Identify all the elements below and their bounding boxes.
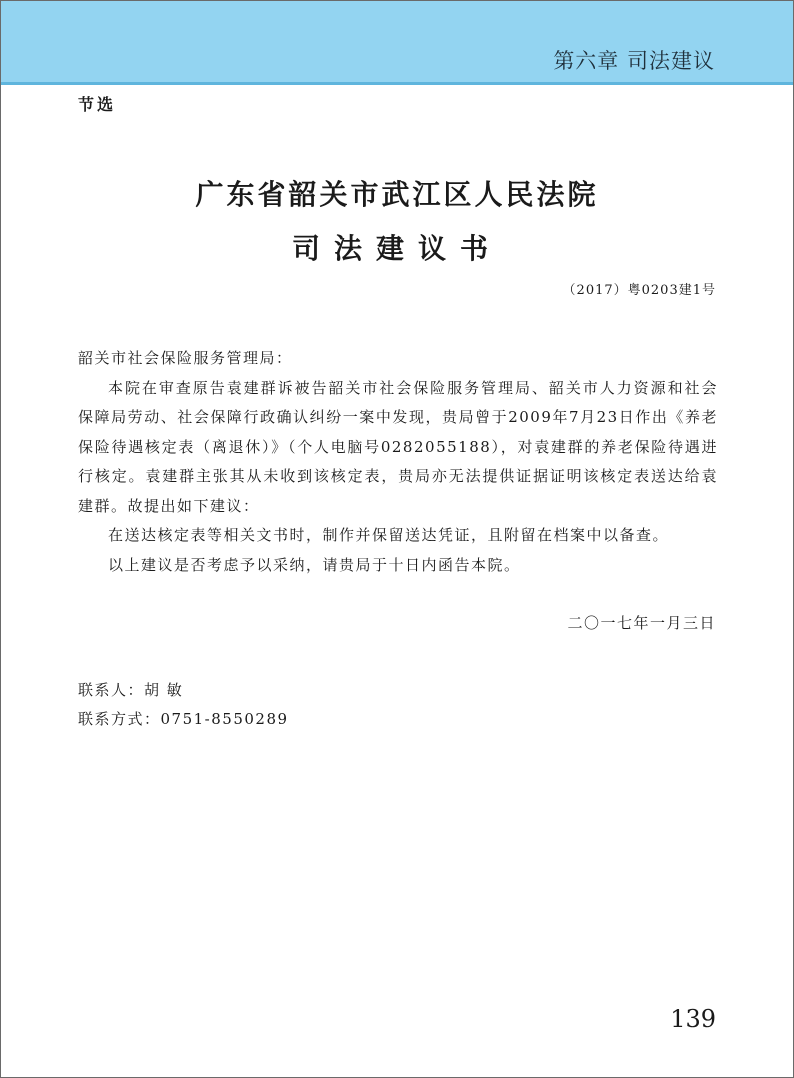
header-band (1, 1, 793, 85)
document-body (78, 344, 718, 580)
document-number: （2017）粤0203建1号 (562, 283, 716, 298)
body-paragraph: 以上建议是否考虑予以采纳，请贵局于十日内函告本院。 (108, 555, 521, 574)
section-label: 节选 (78, 95, 117, 114)
document-date: 二〇一七年一月三日 (567, 614, 716, 632)
contact-person: 联系人：胡 敏 (78, 681, 184, 699)
chapter-title: 第六章 司法建议 (553, 49, 715, 73)
body-paragraph: 本院在审查原告袁建群诉被告韶关市社会保险服务管理局、韶关市人力资源和社会保障局劳动、社会保障行政确认纠纷一案中发现，贵局曾于2009年7月23日作出《养老保险待遇核定表（离退休）》（个人电脑号0282055188），对袁建群的养老保险待遇进行核定。袁建群主张其从未收到该核定表，贵局亦无法提供证据证明该核定表送达给袁建群。故提出如下建议： (78, 378, 718, 515)
document-title: 司法建议书 (291, 232, 502, 265)
page-number: 139 (670, 1005, 716, 1033)
body-paragraph: 在送达核定表等相关文书时，制作并保留送达凭证，且附留在档案中以备查。 (108, 526, 670, 544)
salutation: 韶关市社会保险服务管理局： (78, 349, 293, 367)
contact-method: 联系方式：0751-8550289 (78, 710, 289, 728)
court-name-heading: 广东省韶关市武江区人民法院 (195, 178, 599, 211)
contact-block (78, 676, 289, 734)
